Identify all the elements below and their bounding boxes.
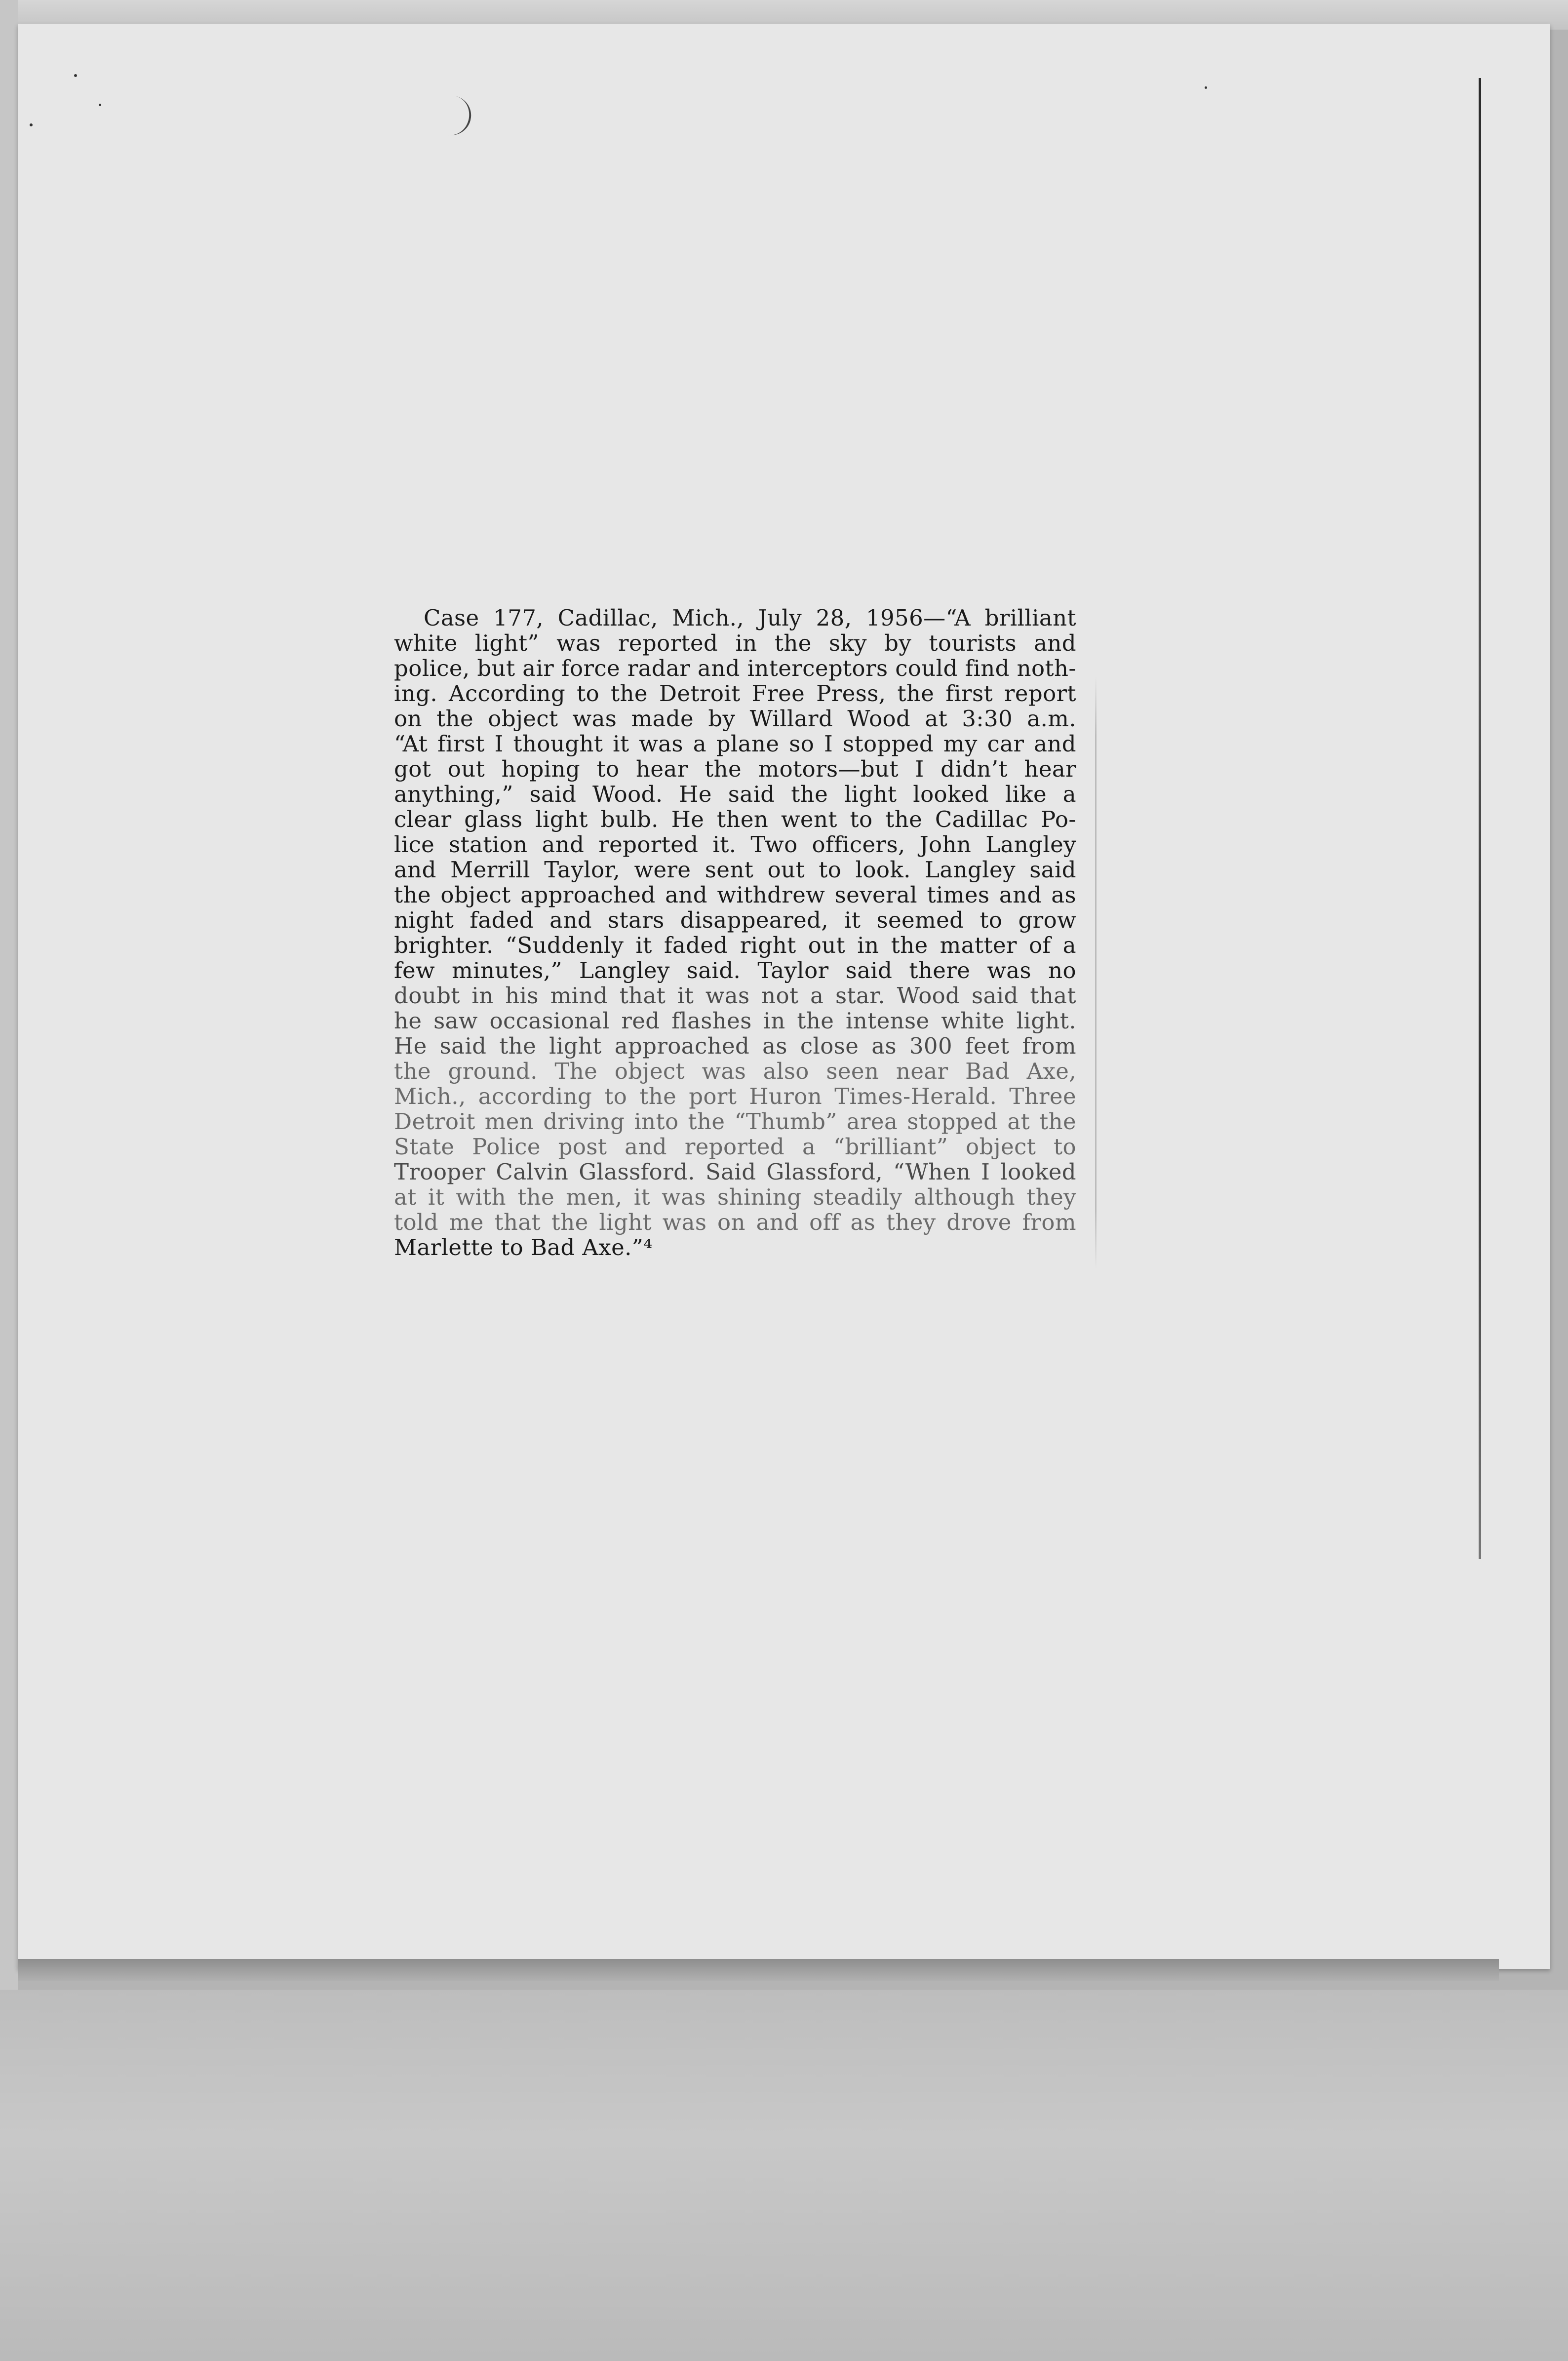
scan-backdrop-bottom: [0, 1990, 1568, 2361]
article-line: doubt in his mind that it was not a star. Wood said that: [394, 983, 1076, 1009]
dust-speck: [30, 123, 33, 126]
article-line: few minutes,” Langley said. Taylor said there was no: [394, 957, 1076, 984]
dust-speck: [99, 104, 101, 106]
article-line: police, but air force radar and interceptors could find noth-: [394, 655, 1076, 681]
article-line: Mich., according to the port Huron Times-Herald. Three: [394, 1083, 1076, 1109]
page-bottom-shadow: [18, 1959, 1499, 1981]
article-line: got out hoping to hear the motors—but I didn’t hear: [394, 756, 1076, 782]
article-line: “At first I thought it was a plane so I stopped my car and: [394, 731, 1076, 757]
article-line: brighter. “Suddenly it faded right out in the matter of a: [394, 932, 1076, 958]
article-line: night faded and stars disappeared, it seemed to grow: [394, 907, 1076, 933]
article-line: Trooper Calvin Glassford. Said Glassford, “When I looked: [394, 1159, 1076, 1185]
article-line: the ground. The object was also seen near Bad Axe,: [394, 1058, 1076, 1084]
article-line: on the object was made by Willard Wood at 3:30 a.m.: [394, 706, 1076, 732]
dust-speck: [1205, 86, 1207, 89]
case-article: [394, 605, 1076, 1260]
article-line: and Merrill Taylor, were sent out to look. Langley said: [394, 857, 1076, 883]
page-edge-line: [1479, 78, 1481, 1559]
article-line: clear glass light bulb. He then went to the Cadillac Po-: [394, 806, 1076, 832]
article-line: Detroit men driving into the “Thumb” area stopped at the: [394, 1108, 1076, 1135]
article-line: lice station and reported it. Two officers, John Langley: [394, 831, 1076, 858]
article-line: at it with the men, it was shining steadily although they: [394, 1184, 1076, 1210]
article-line: white light” was reported in the sky by tourists and: [394, 630, 1076, 656]
article-line: He said the light approached as close as 300 feet from: [394, 1033, 1076, 1059]
article-line: the object approached and withdrew several times and as: [394, 882, 1076, 908]
article-line: anything,” said Wood. He said the light looked like a: [394, 781, 1076, 807]
article-line: Marlette to Bad Axe.”⁴: [394, 1234, 653, 1260]
dust-speck: [74, 74, 77, 77]
article-line: State Police post and reported a “brilliant” object to: [394, 1134, 1076, 1160]
article-line: he saw occasional red flashes in the intense white light.: [394, 1008, 1076, 1034]
article-line: told me that the light was on and off as they drove from: [394, 1209, 1076, 1235]
article-line: Case 177, Cadillac, Mich., July 28, 1956—“A brilliant: [424, 605, 1076, 631]
margin-rule: [1095, 676, 1097, 1269]
article-line: ing. According to the Detroit Free Press, the first report: [394, 680, 1076, 707]
